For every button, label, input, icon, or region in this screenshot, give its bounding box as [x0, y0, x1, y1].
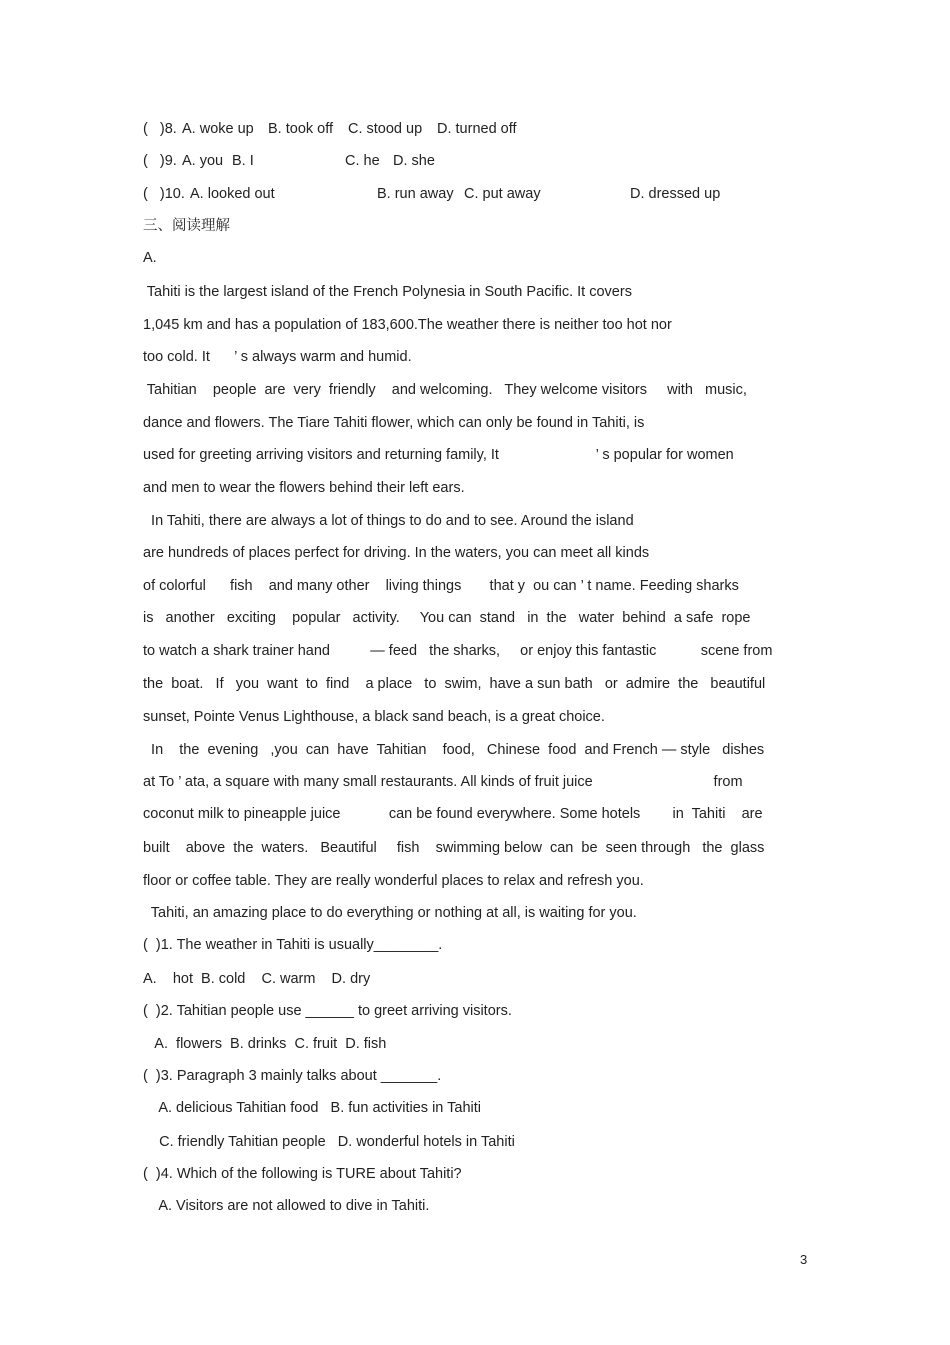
q9-number: ( )9. [143, 153, 177, 169]
question-stem: ( )3. Paragraph 3 mainly talks about _______. [143, 1068, 442, 1084]
question-stem: ( )2. Tahitian people use ______ to greet arriving visitors. [143, 1003, 512, 1019]
page-number: 3 [800, 1252, 808, 1267]
passage-line: at To ’ ata, a square with many small restaurants. All kinds of fruit juice from [143, 774, 743, 790]
passage-line: floor or coffee table. They are really wonderful places to relax and refresh you. [143, 873, 644, 889]
q9-option-a: A. you [182, 153, 224, 169]
passage-line: In the evening ,you can have Tahitian food, Chinese food and French — style dishes [143, 742, 765, 758]
question-options: A. Visitors are not allowed to dive in Tahiti. [143, 1198, 430, 1214]
section-heading: 三、阅读理解 [143, 218, 230, 234]
passage-line: of colorful fish and many other living things that y ou can ’ t name. Feeding sharks [143, 578, 739, 594]
question-stem: ( )1. The weather in Tahiti is usually________. [143, 937, 443, 953]
passage-line: are hundreds of places perfect for driving. In the waters, you can meet all kinds [143, 545, 650, 561]
q8-number: ( )8. [143, 121, 177, 137]
passage-line: sunset, Pointe Venus Lighthouse, a black sand beach, is a great choice. [143, 709, 605, 725]
q8-option-b: B. took off [268, 121, 334, 137]
passage-line: In Tahiti, there are always a lot of things to do and to see. Around the island [143, 513, 634, 529]
q8-option-d: D. turned off [437, 121, 517, 137]
q10-option-c: C. put away [464, 186, 541, 202]
question-options: A. flowers B. drinks C. fruit D. fish [143, 1036, 387, 1052]
q9-option-c: C. he [345, 153, 380, 169]
passage-line: Tahiti, an amazing place to do everything or nothing at all, is waiting for you. [143, 905, 637, 921]
question-options: C. friendly Tahitian people D. wonderful hotels in Tahiti [143, 1134, 515, 1150]
passage-line: the boat. If you want to find a place to swim, have a sun bath or admire the beautiful [143, 676, 766, 692]
question-options: A. hot B. cold C. warm D. dry [143, 971, 371, 987]
question-options: A. delicious Tahitian food B. fun activities in Tahiti [143, 1100, 481, 1116]
passage-line: Tahitian people are very friendly and welcoming. They welcome visitors with music, [143, 382, 747, 398]
question-stem: ( )4. Which of the following is TURE about Tahiti? [143, 1166, 462, 1182]
q10-option-b: B. run away [377, 186, 454, 202]
q9-option-d: D. she [393, 153, 435, 169]
q10-number: ( )10. [143, 186, 185, 202]
q10-option-d: D. dressed up [630, 186, 721, 202]
passage-line: Tahiti is the largest island of the French Polynesia in South Pacific. It covers [143, 284, 632, 300]
passage-line: coconut milk to pineapple juice can be found everywhere. Some hotels in Tahiti are [143, 806, 763, 822]
q8-option-c: C. stood up [348, 121, 423, 137]
passage-line: built above the waters. Beautiful fish swimming below can be seen through the glass [143, 840, 765, 856]
passage-label: A. [143, 250, 157, 266]
passage-line: dance and flowers. The Tiare Tahiti flower, which can only be found in Tahiti, is [143, 415, 645, 431]
q9-option-b: B. I [232, 153, 254, 169]
passage-line: 1,045 km and has a population of 183,600.The weather there is neither too hot nor [143, 317, 672, 333]
passage-line: and men to wear the flowers behind their left ears. [143, 480, 465, 496]
passage-line: too cold. It ’ s always warm and humid. [143, 349, 412, 365]
passage-line: is another exciting popular activity. You can stand in the water behind a safe rope [143, 610, 751, 626]
q10-option-a: A. looked out [190, 186, 275, 202]
passage-line: used for greeting arriving visitors and returning family, It ’ s popular for women [143, 447, 734, 463]
passage-line: to watch a shark trainer hand — feed the sharks, or enjoy this fantastic scene from [143, 643, 773, 659]
q8-option-a: A. woke up [182, 121, 254, 137]
